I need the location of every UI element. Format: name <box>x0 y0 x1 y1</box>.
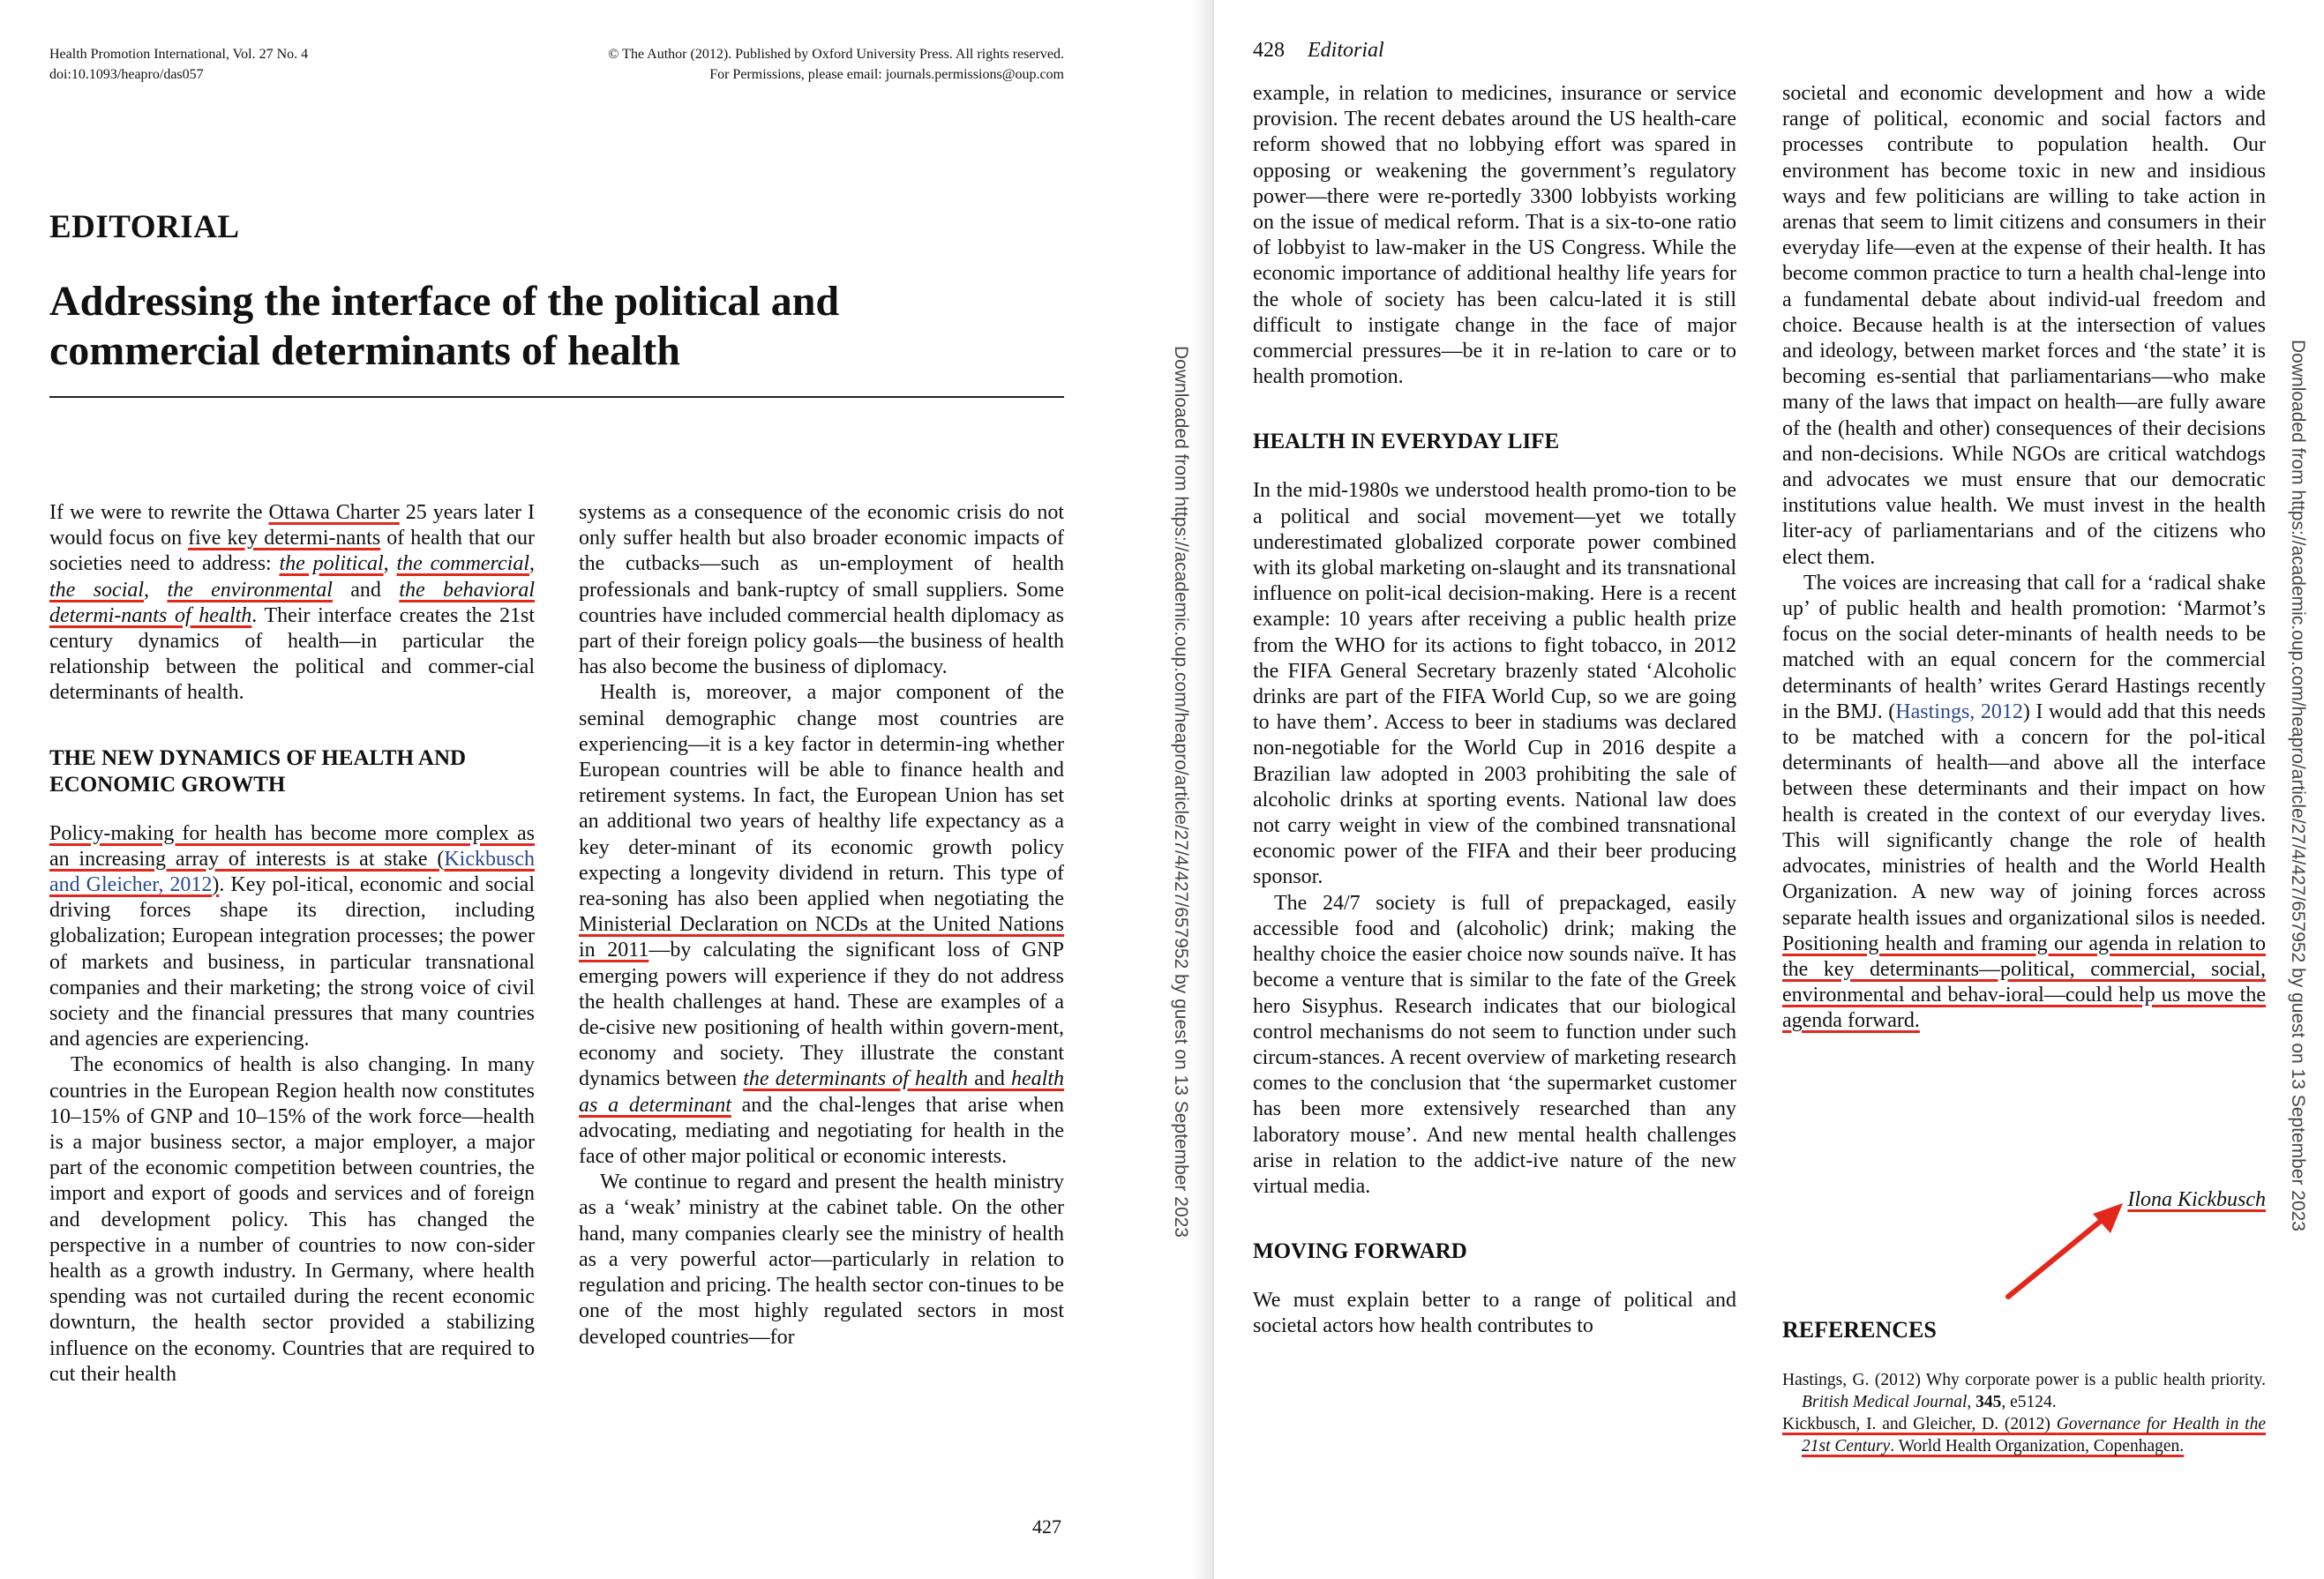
author-signature: Ilona Kickbusch <box>2127 1188 2266 1211</box>
title-line-2: commercial determinants of health <box>49 327 680 374</box>
intro-paragraph: If we were to rewrite the Ottawa Charter 25 years later I would focus on five key determi-nants of health that our societies need to address: the political, the commercial, the social, the environmental and the behavioral determi-nants of health. Their interface creates the 21st century dynamics of health—in particular the relationship between the political and commer-cial determinants of health. <box>49 501 536 705</box>
copyright-line: © The Author (2012). Published by Oxford University Press. All rights reserved. <box>608 47 1064 62</box>
section-label: EDITORIAL <box>49 209 240 245</box>
highlight-political: the political <box>279 552 384 576</box>
section-heading-moving-forward: MOVING FORWARD <box>1253 1239 1467 1264</box>
title-rule <box>49 396 1064 398</box>
highlight-ottawa-charter: Ottawa Charter <box>268 501 400 524</box>
annotation-arrow-icon <box>2001 1198 2142 1304</box>
title-line-1: Addressing the interface of the political and <box>49 278 840 325</box>
highlight-five-key: five key determi-nants <box>188 527 381 550</box>
crisis-paragraph: systems as a consequence of the economic crisis do not only suffer health but also broader economic impacts of the cutbacks—such as un-employment of health professionals and bank-ruptcy of small suppliers. Some countries have included commercial health diplomacy as part of their foreign policy goals—the business of health has also become the business of diplomacy. <box>579 501 1064 679</box>
toxic-environment-paragraph: societal and economic development and how a wide range of political, economic and social factors and processes contribute to population health. Our environment has become toxic in new and insidious ways and few politicians are willing to take action in arenas that seem to limit citizens and consumers in their everyday life—even at the expense of their health. It has become common practice to turn a health chal-lenge into a fundamental debate about individ-ual freedom and choice. Because health is at the intersection of values and ideology, between market forces and ‘the state’ it is becoming es-sential that parliamentarians—who make many of the laws that impact on health—are fully aware of the (health and other) consequences of their decisions and non-decisions. While NGOs are critical watchdogs and advocates we must ensure that our democratic institutions value health. We must invest in the health liter-acy of parliamentarians and of the citizens who elect them. <box>1782 82 2266 569</box>
moving-forward-paragraph: We must explain better to a range of political and societal actors how health contributes to <box>1253 1289 1736 1338</box>
article-title <box>49 277 1064 376</box>
highlight-ministerial-declaration: Ministerial Declaration on NCDs at the United Nations in 2011 <box>579 913 1064 962</box>
journal-info <box>49 44 544 85</box>
society-paragraph: The 24/7 society is full of prepackaged, easily accessible food and (alcoholic) drink; making the healthy choice the easier choice now sounds naïve. It has become a venture that is similar to the fate of the Greek hero Sisyphus. Research indicates that our biological control mechanisms do not seem to function under such circum-stances. A recent overview of marketing research comes to the conclusion that ‘the supermarket customer has been more extensively researched than any laboratory mouse’. And new mental health challenges arise in relation to the addict-ive nature of the new virtual media. <box>1253 891 1736 1198</box>
reference-hastings: Hastings, G. (2012) Why corporate power is a public health priority. British Medical Journal, 345, e5124. <box>1782 1371 2266 1411</box>
left-column-1 <box>49 500 535 1388</box>
permissions-line: For Permissions, please email: journals.permissions@oup.com <box>709 67 1064 82</box>
download-watermark-right: Downloaded from https://academic.oup.com/heapro/article/27/4/427/657952 by guest on 13 September 2023 <box>2288 340 2308 1231</box>
lobbying-paragraph: example, in relation to medicines, insurance or service provision. The recent debates around the US health-care reform showed that no lobbying effort was spared in opposing or weakening the government’s regulatory power—there were re-portedly 3300 lobbyists working on the issue of medical reform. That is a six-to-one ratio of lobbyist to law-maker in the US Congress. While the economic importance of additional healthy life years for the whole of society has been calcu-lated it is still difficult to instigate change in the face of major commercial pressures—be it in re-lation to care or to health promotion. <box>1253 82 1736 389</box>
page-number-right: 428 <box>1253 39 1285 62</box>
running-title: Editorial <box>1308 39 1384 62</box>
highlight-positioning-health: Positioning health and framing our agenda in relation to the key determinants—political, commercial, social, environmental and behav-ioral—could help us move the agenda forward. <box>1782 932 2266 1033</box>
highlight-commercial: the commercial <box>396 552 529 576</box>
right-column-1 <box>1253 81 1736 1340</box>
section-heading-dynamics: THE NEW DYNAMICS OF HEALTH AND ECONOMIC GROWTH <box>49 745 467 797</box>
copyright-info <box>494 44 1064 85</box>
citation-kickbusch-link[interactable]: Kickbusch and Gleicher, 2012 <box>49 847 535 897</box>
highlight-policy-making: Policy-making for health has become more complex as an increasing array of interests is at stake (Kickbusch and Gleicher, 2012) <box>49 821 535 897</box>
policy-paragraph: Policy-making for health has become more complex as an increasing array of interests is at stake (Kickbusch and Gleicher, 2012). Key pol-itical, economic and social driving forces shape its direction, including globalization; European integration processes; the power of markets and business, in particular transnational companies and their marketing; the strong voice of civil society and the financial pressures that many countries and agencies are experiencing. <box>49 821 536 1051</box>
right-page <box>1214 0 2324 1579</box>
page-number-left: 427 <box>1032 1515 1061 1538</box>
economics-paragraph: The economics of health is also changing. In many countries in the European Region health now constitutes 10–15% of GNP and 10–15% of the work force—health is a major business sector, a major employer, a major part of the economic competition between countries, the import and export of goods and services and of foreign and development policy. This has changed the perspective in a number of countries to now con-sider health as a growth industry. In Germany, where health spending was not curtailed during the recent economic downturn, the health sector provided a stabilizing influence on the economy. Countries that are required to cut their health <box>49 1053 535 1386</box>
highlight-behavioral: the behavioral determi-nants of health <box>49 578 536 627</box>
running-head <box>1253 39 1384 63</box>
fifa-paragraph: In the mid-1980s we understood health promo-tion to be a political and social movement—yet we totally underestimated globalized corporate power combined with its global marketing on-slaught and its transnational influence on polit-ical decision-making. Here is a recent example: 10 years after receiving a public health prize from the WHO for its actions to fight tobacco, in 2012 the FIFA General Secretary brazenly stated ‘Alcoholic drinks are part of the FIFA World Cup, so we are going to have them’. Access to beer in stadiums was declared non-negotiable for the World Cup in 2016 despite a Brazilian law adopted in 2003 prohibiting the sale of alcoholic drinks at sporting events. National law does not carry weight in view of the combined transnational economic power of the FIFA and their beer producing sponsor. <box>1253 479 1736 889</box>
right-column-2 <box>1782 81 2266 1035</box>
references-heading: REFERENCES <box>1782 1317 1937 1343</box>
download-watermark-left: Downloaded from https://academic.oup.com/heapro/article/27/4/427/657952 by guest on 13 September 2023 <box>1171 346 1191 1238</box>
doi-line: doi:10.1093/heapro/das057 <box>49 67 204 82</box>
highlight-environmental: the environmental <box>167 578 333 602</box>
highlight-social: the social <box>49 578 145 602</box>
ministry-paragraph: We continue to regard and present the health ministry as a ‘weak’ ministry at the cabinet table. On the other hand, many companies clearly see the ministry of health as a very powerful actor—particularly in relation to regulation and pricing. The health sector con-tinues to be one of the most highly regulated sectors in most developed countries—for <box>579 1171 1064 1349</box>
highlight-health-as-determinant: health as a determinant <box>579 1067 1065 1117</box>
reference-kickbusch: Kickbusch, I. and Gleicher, D. (2012) Governance for Health in the 21st Century. World Health Organization, Copenhagen. <box>1782 1415 2266 1456</box>
shake-up-paragraph: The voices are increasing that call for a ‘radical shake up’ of public health and health promotion: ‘Marmot’s focus on the social deter-minants of health needs to be matched with an equal concern for the commercial determinants of health’ writes Gerard Hastings recently in the BMJ. (Hastings, 2012) I would add that this needs to be matched with a concern for the pol-itical determinants of health—and above all the interface between these determinants and their impact on how health is created in the context of our everyday lives. This will significantly change the role of health advocates, ministries of health and the World Health Organization. A new way of joining forces across separate health issues and organizational silos is needed. Positioning health and framing our agenda in relation to the key determinants—political, commercial, social, environmental and behav-ioral—could help us move the agenda forward. <box>1782 571 2266 1033</box>
highlight-determinants-of-health: the determinants of health <box>743 1067 969 1091</box>
section-heading-everyday-life: HEALTH IN EVERYDAY LIFE <box>1253 430 1560 454</box>
journal-line: Health Promotion International, Vol. 27 No. 4 <box>49 47 309 62</box>
demographic-paragraph: Health is, moreover, a major component of the seminal demographic change most countries are experiencing—it is a key factor in determin-ing whether European countries will be able to finance health and retirement systems. In fact, the European Union has set an additional two years of healthy life expectancy as a key deter-minant of its economic growth policy expecting a longevity dividend in return. This type of rea-soning has also been applied when negotiating the Ministerial Declaration on NCDs at the United Nations in 2011—by calculating the significant loss of GNP emerging powers will experience if they do not address the health challenges at hand. These are examples of a de-cisive new positioning of health within govern-ment, economy and society. They illustrate the constant dynamics between the determinants of health and health as a determinant and the chal-lenges that arise when advocating, mediating and negotiating for health in the face of other major political or economic interests. <box>579 681 1065 1169</box>
citation-hastings-link[interactable]: Hastings, 2012 <box>1895 700 2023 723</box>
references-list <box>1782 1369 2266 1457</box>
left-column-2 <box>579 500 1064 1351</box>
